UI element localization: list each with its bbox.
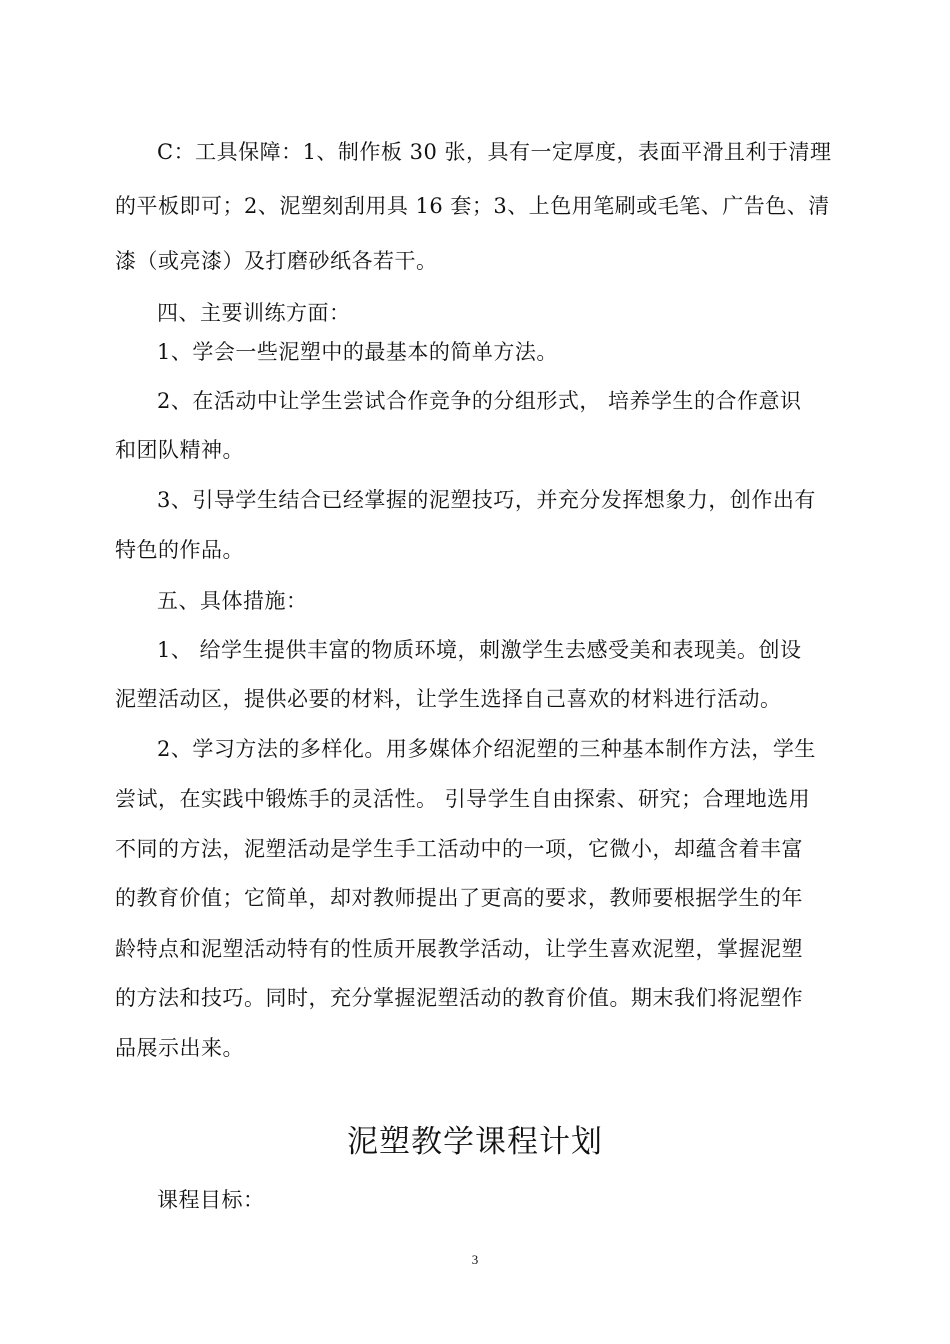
training-item-3-line-2: 特色的作品。 (115, 538, 244, 562)
page-number: 3 (471, 1252, 479, 1267)
section-title: 泥塑教学课程计划 (347, 1124, 603, 1160)
measure-item-1-line-2: 泥塑活动区，提供必要的材料，让学生选择自己喜欢的材料进行活动。 (115, 687, 782, 711)
measure-item-1-line-1: 1、 给学生提供丰富的物质环境，刺激学生去感受美和表现美。创设 (157, 638, 802, 662)
measure-item-2-line-7: 品展示出来。 (115, 1036, 244, 1060)
training-item-2-line-1: 2、在活动中让学生尝试合作竞争的分组形式， 培养学生的合作意识 (157, 389, 802, 413)
training-item-2-line-2: 和团队精神。 (115, 438, 244, 462)
measure-item-2-line-4: 的教育价值；它简单，却对教师提出了更高的要求，教师要根据学生的年 (115, 886, 803, 910)
paragraph-tools-line-3: 漆（或亮漆）及打磨砂纸各若干。 (115, 249, 438, 273)
training-item-3-line-1: 3、引导学生结合已经掌握的泥塑技巧，并充分发挥想象力，创作出有 (157, 488, 816, 512)
measure-item-2-line-2: 尝试，在实践中锻炼手的灵活性。 引导学生自由探索、研究；合理地选用 (115, 787, 811, 811)
training-item-1: 1、学会一些泥塑中的最基本的简单方法。 (157, 340, 558, 364)
measure-item-2-line-5: 龄特点和泥塑活动特有的性质开展教学活动，让学生喜欢泥塑，掌握泥塑 (115, 937, 803, 961)
measure-item-2-line-3: 不同的方法，泥塑活动是学生手工活动中的一项，它微小，却蕴含着丰富 (115, 837, 803, 861)
section-heading-training: 四、主要训练方面： (157, 301, 351, 325)
measure-item-2-line-1: 2、学习方法的多样化。用多媒体介绍泥塑的三种基本制作方法，学生 (157, 737, 816, 761)
measure-item-2-line-6: 的方法和技巧。同时，充分掌握泥塑活动的教育价值。期末我们将泥塑作 (115, 986, 803, 1010)
paragraph-tools-line-1: C：工具保障：1、制作板 30 张，具有一定厚度，表面平滑且利于清理 (157, 140, 832, 164)
course-goals-heading: 课程目标： (157, 1188, 265, 1212)
paragraph-tools-line-2: 的平板即可；2、泥塑刻刮用具 16 套；3、上色用笔刷或毛笔、广告色、清 (115, 194, 830, 218)
section-heading-measures: 五、具体措施： (157, 589, 308, 613)
